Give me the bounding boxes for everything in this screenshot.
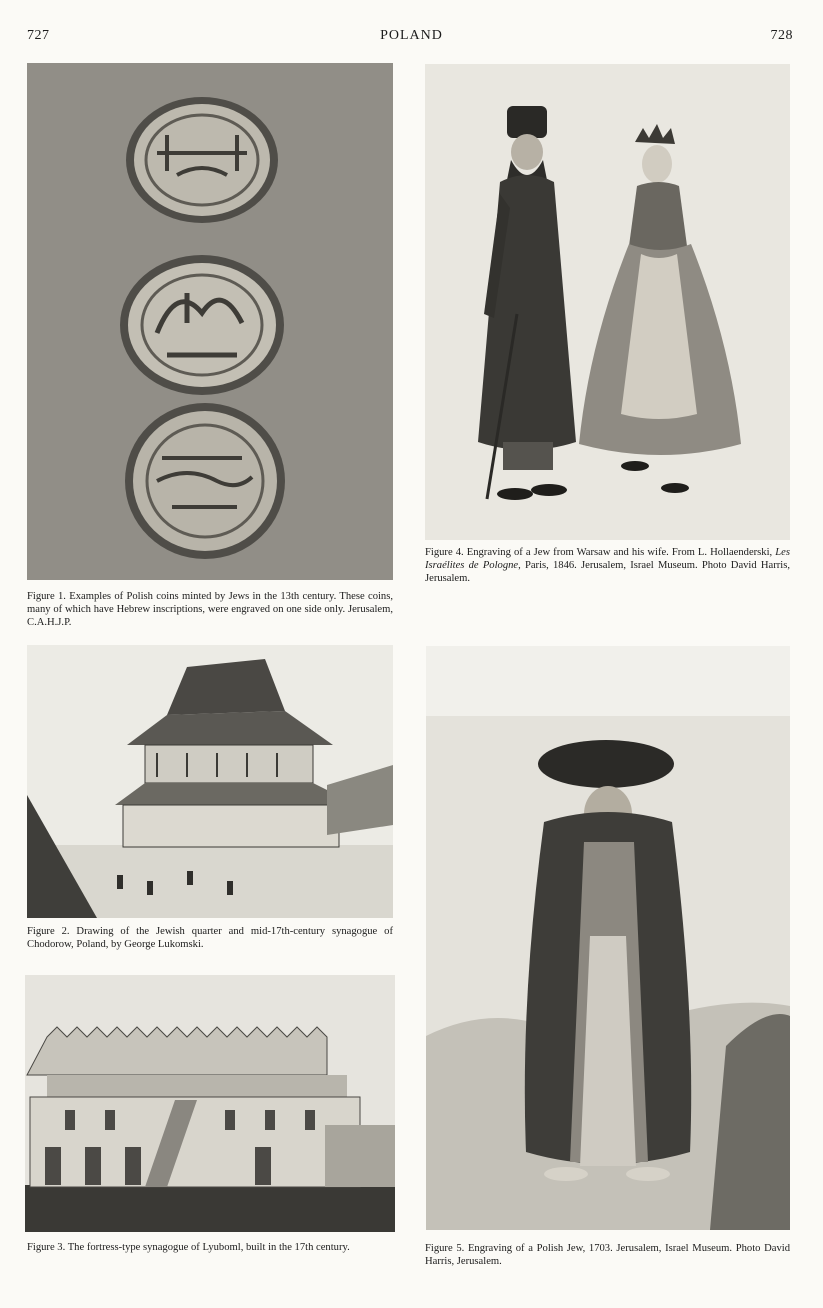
coin-middle-icon <box>120 255 284 395</box>
figure-3-caption: Figure 3. The fortress-type synagogue of Lyuboml, built in the 17th century. <box>27 1242 350 1253</box>
page-number-left: 727 <box>27 28 50 43</box>
figure-4-caption-book-title: Les Israélites de Pologne <box>425 547 790 571</box>
figure-4-couple-engraving <box>425 64 790 540</box>
figure-4-caption <box>425 546 790 585</box>
page-number-right: 728 <box>770 28 793 43</box>
figure-2-chodorow-drawing <box>27 645 393 918</box>
figure-3-lyuboml-photo <box>25 975 395 1232</box>
coin-bottom-icon <box>125 403 285 559</box>
figure-4-caption-text: Figure 4. Engraving of a Jew from Warsaw and his wife. From L. Hollaenderski, <box>425 547 776 558</box>
figure-1-caption: Figure 1. Examples of Polish coins minted by Jews in the 13th century. These coins, many of which have Hebrew inscriptions, were engraved on one side only. Jerusalem, C.A.H.J.P. <box>27 591 393 628</box>
figure-5-caption: Figure 5. Engraving of a Polish Jew, 1703. Jerusalem, Israel Museum. Photo David Harris, Jerusalem. <box>425 1243 790 1267</box>
coin-top-icon <box>126 97 278 223</box>
figure-5-polish-jew-engraving <box>426 646 790 1230</box>
figure-4-caption-text-end: , Paris, 1846. Jerusalem, Israel Museum. Photo David Harris, Jerusalem. <box>425 560 790 584</box>
figure-1-coins-photo <box>27 63 393 580</box>
running-title: POLAND <box>380 28 443 43</box>
figure-2-caption: Figure 2. Drawing of the Jewish quarter and mid-17th-century synagogue of Chodorow, Poland, by George Lukomski. <box>27 926 393 950</box>
